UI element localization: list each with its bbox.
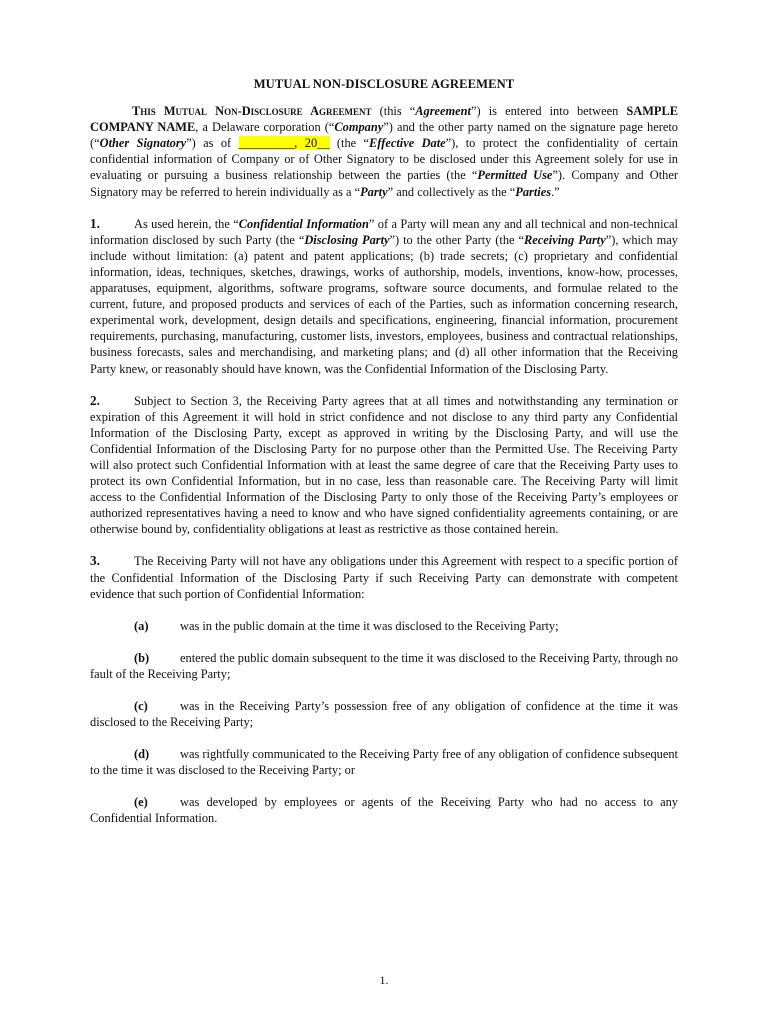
list-item-b — [90, 650, 678, 682]
intro-paragraph — [90, 103, 678, 200]
list-item-e — [90, 794, 678, 826]
defined-term: Other Signatory — [99, 136, 187, 151]
section-number: 2. — [90, 392, 100, 408]
item-text: was developed by employees or agents of the Receiving Party who had no access to any Confidential Information. — [90, 795, 678, 826]
list-item-d — [90, 746, 678, 778]
intro-run: , a Delaware corporation (“ — [195, 120, 335, 135]
document-title: MUTUAL NON-DISCLOSURE AGREEMENT — [253, 77, 515, 91]
item-text: entered the public domain subsequent to the time it was disclosed to the Receiving Party, through no fault of the Receiving Party; — [90, 650, 678, 681]
item-text: was in the Receiving Party’s possession free of any obligation of confidence at the time it was disclosed to the Receiving Party; — [90, 699, 678, 730]
intro-run: (the “ — [329, 136, 370, 151]
item-label: (c) — [134, 699, 148, 713]
intro-run: ”) as of — [186, 136, 239, 151]
defined-term: Agreement — [415, 104, 472, 119]
item-text: was in the public domain at the time it was disclosed to the Receiving Party; — [180, 618, 559, 633]
defined-term: Permitted Use — [477, 168, 553, 183]
company-name: SAMPLE COMPANY NAME — [90, 104, 678, 135]
item-label: (a) — [134, 618, 149, 633]
defined-term: Effective Date — [369, 136, 446, 151]
section-3 — [90, 553, 678, 601]
item-label: (b) — [134, 650, 150, 665]
section-1 — [90, 216, 678, 377]
defined-term: Disclosing Party — [304, 232, 390, 247]
date-blank-highlight[interactable]: _________, 20__ — [238, 136, 330, 151]
defined-term: Parties — [515, 184, 552, 199]
section-run: Subject to Section 3, the Receiving Party agrees that at all times and notwithstanding any termination or expiration of this Agreement it will hold in strict confidence and not disclose to any third party any Confidential Information of the Disclosing Party, except as approved in writing by the Disclosing Party, and will use the Confidential Information of the Disclosing Party for no purpose other than the Permitted Use. The Receiving Party will also protect such Confidential Information with at least the same degree of care that the Receiving Party uses to protect its own Confidential Information, but in no case, less than reasonable care. The Receiving Party will limit access to the Confidential Information of the Disclosing Party to only those of the Receiving Party’s employees or authorized representatives having a need to know and who have signed confidentiality agreements containing, or are otherwise bound by, confidentiality obligations at least as restrictive as those contained herein. — [90, 393, 678, 537]
section-run: As used herein, the “ — [134, 216, 239, 231]
item-text: was rightfully communicated to the Receiving Party free of any obligation of confidence subsequent to the time it was disclosed to the Receiving Party; or — [90, 747, 678, 778]
intro-run: .” — [551, 184, 560, 199]
intro-run: (this “ — [371, 104, 416, 119]
defined-term: Company — [334, 120, 384, 135]
section-run: The Receiving Party will not have any obligations under this Agreement with respect to a specific portion of the Confidential Information of the Disclosing Party if such Receiving Party can demonstrate with competent evidence that such portion of Confidential Information: — [90, 554, 678, 601]
list-item-a — [90, 618, 678, 634]
intro-run: ”) is entered into between — [471, 104, 627, 119]
intro-run: ”) and the other party named on the signature page hereto (“ — [90, 120, 678, 151]
section-number: 3. — [90, 553, 100, 569]
intro-run: ”). Company and Other Signatory may be referred to herein individually as a “ — [90, 168, 678, 199]
defined-term: Party — [360, 184, 388, 199]
list-item-c — [90, 698, 678, 730]
intro-run: ” and collectively as the “ — [387, 184, 516, 199]
intro-run: ”), to protect the confidentiality of certain confidential information of Company or of Other Signatory to be disclosed under this Agreement solely for use in evaluating or pursuing a business relationship between the parties (the “ — [90, 136, 678, 183]
intro-run: This Mutual Non-Disclosure Agreement — [132, 104, 372, 119]
section-number: 1. — [90, 215, 100, 231]
item-label: (e) — [134, 795, 148, 810]
defined-term: Confidential Information — [238, 216, 369, 231]
defined-term: Receiving Party — [524, 232, 606, 247]
section-2 — [90, 393, 678, 538]
section-run: ”) to the other Party (the “ — [389, 232, 525, 247]
section-run: ”), which may include without limitation: (a) patent and patent applications; (b) trade secrets; (c) proprietary and confidential information, ideas, techniques, sketches, drawings, works of authorship, models, inventions, know-how, processes, apparatuses, equipment, algorithms, software programs, software source documents, and formulae related to the current, future, and proposed products and services of each of the Parties, such as information concerning research, experimental work, development, design details and specifications, engineering, financial information, procurement requirements, purchasing, manufacturing, customer lists, investors, employees, business and contractual relationships, business forecasts, sales and merchandising, and marketing plans; and (d) all other information that the Receiving Party knew, or reasonably should have known, was the Confidential Information of the Disclosing Party. — [90, 232, 678, 376]
page-number: 1. — [379, 973, 389, 987]
section-run: ” of a Party will mean any and all technical and non-technical information disclosed by such Party (the “ — [90, 216, 678, 247]
item-label: (d) — [134, 747, 150, 762]
